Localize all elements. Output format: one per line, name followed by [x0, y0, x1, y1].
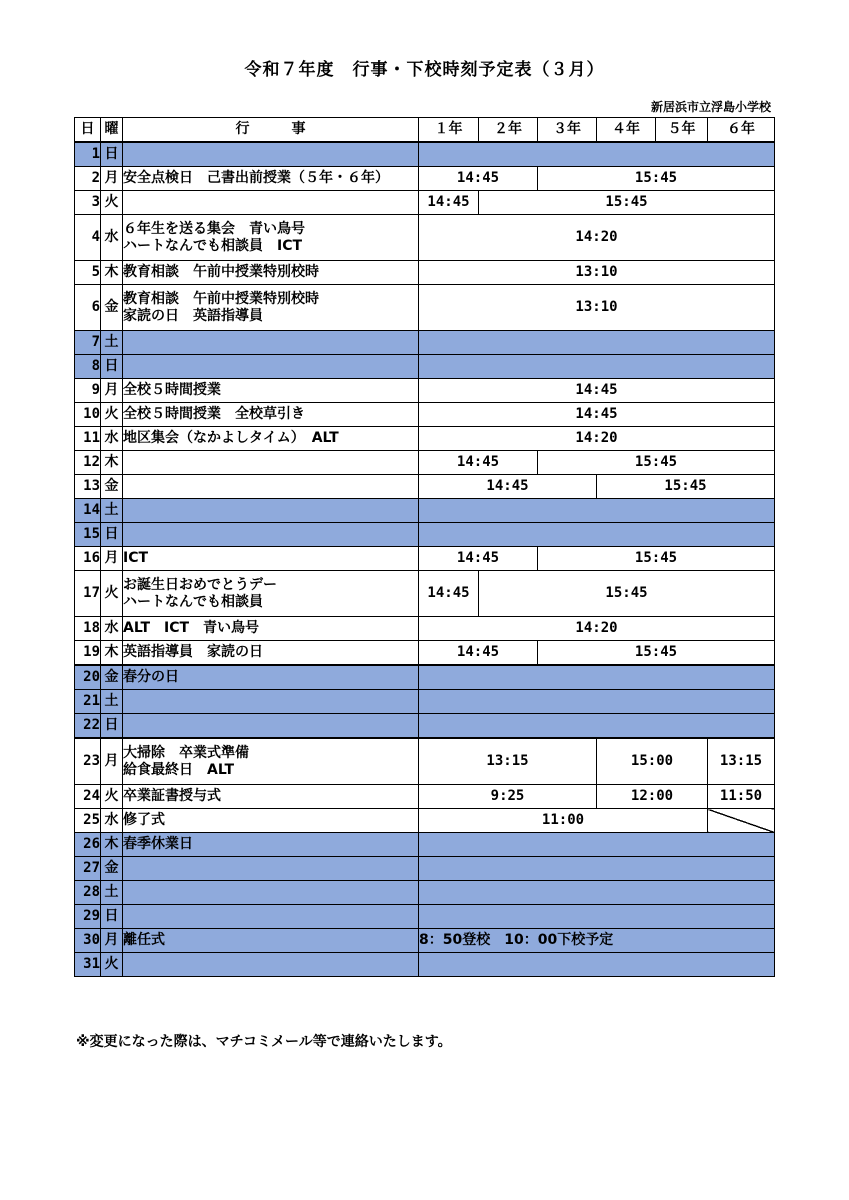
header-grade-5: ５年: [656, 118, 708, 143]
event-cell: [123, 285, 419, 331]
dismissal-time: 15:45: [538, 451, 775, 475]
event-cell: [123, 355, 419, 379]
event-line: 安全点検日 己書出前授業（５年・６年）: [123, 170, 389, 187]
day-cell: 15: [75, 523, 101, 547]
weekday-cell: 木: [101, 641, 123, 666]
event-line: 離任式: [123, 932, 165, 949]
table-row: [75, 857, 775, 881]
table-row: [75, 355, 775, 379]
day-cell: 22: [75, 714, 101, 739]
header-grade-2: ２年: [479, 118, 538, 143]
table-row: [75, 714, 775, 739]
table-row: [75, 499, 775, 523]
weekday-cell: 土: [101, 690, 123, 714]
event-line: ALT ICT 青い鳥号: [123, 620, 260, 637]
table-row: [75, 571, 775, 617]
day-cell: 24: [75, 785, 101, 809]
dismissal-time: 11:50: [708, 785, 775, 809]
day-cell: 30: [75, 929, 101, 953]
day-cell: 20: [75, 665, 101, 690]
empty-time-cell: [419, 881, 775, 905]
event-cell: [123, 617, 419, 641]
header-row: [75, 118, 775, 143]
event-line: 教育相談 午前中授業特別校時: [123, 290, 319, 307]
day-cell: 10: [75, 403, 101, 427]
event-cell: [123, 905, 419, 929]
table-row: [75, 215, 775, 261]
schedule-note: 8：50登校 10：00下校予定: [419, 929, 775, 953]
weekday-cell: 日: [101, 523, 123, 547]
table-row: [75, 738, 775, 785]
table-row: [75, 475, 775, 499]
day-cell: 29: [75, 905, 101, 929]
event-cell: [123, 881, 419, 905]
dismissal-time: 14:45: [419, 379, 775, 403]
weekday-cell: 火: [101, 953, 123, 977]
school-name: 新居浜市立浮島小学校: [650, 100, 771, 114]
dismissal-time: 14:45: [419, 167, 538, 191]
event-line: 英語指導員 家読の日: [123, 644, 263, 661]
event-cell: [123, 809, 419, 833]
table-row: [75, 523, 775, 547]
day-cell: 12: [75, 451, 101, 475]
table-row: [75, 953, 775, 977]
weekday-cell: 月: [101, 379, 123, 403]
day-cell: 18: [75, 617, 101, 641]
event-line: 地区集会（なかよしタイム） ALT: [123, 430, 339, 447]
day-cell: 5: [75, 261, 101, 285]
event-cell: [123, 451, 419, 475]
not-applicable-cell: [708, 809, 775, 833]
empty-time-cell: [419, 690, 775, 714]
weekday-cell: 水: [101, 617, 123, 641]
schedule-body: [75, 142, 775, 977]
table-row: [75, 167, 775, 191]
weekday-cell: 木: [101, 451, 123, 475]
event-line: 修了式: [123, 812, 165, 829]
table-row: [75, 285, 775, 331]
event-line: ハートなんでも相談員 ICT: [123, 237, 303, 254]
event-cell: [123, 427, 419, 451]
dismissal-time: 14:45: [419, 451, 538, 475]
event-cell: [123, 738, 419, 785]
empty-time-cell: [419, 857, 775, 881]
event-cell: [123, 379, 419, 403]
weekday-cell: 火: [101, 571, 123, 617]
event-line: 教育相談 午前中授業特別校時: [123, 264, 319, 281]
weekday-cell: 月: [101, 738, 123, 785]
weekday-cell: 土: [101, 881, 123, 905]
weekday-cell: 金: [101, 665, 123, 690]
dismissal-time: 15:45: [538, 547, 775, 571]
event-line: ６年生を送る集会 青い鳥号: [123, 220, 305, 237]
table-row: [75, 331, 775, 355]
event-cell: [123, 833, 419, 857]
dismissal-time: 14:20: [419, 215, 775, 261]
table-row: [75, 379, 775, 403]
event-cell: [123, 261, 419, 285]
event-cell: [123, 523, 419, 547]
day-cell: 23: [75, 738, 101, 785]
event-cell: [123, 499, 419, 523]
table-row: [75, 809, 775, 833]
weekday-cell: 金: [101, 857, 123, 881]
header-grade-3: ３年: [538, 118, 597, 143]
weekday-cell: 日: [101, 714, 123, 739]
day-cell: 11: [75, 427, 101, 451]
table-row: [75, 785, 775, 809]
day-cell: 2: [75, 167, 101, 191]
event-cell: [123, 475, 419, 499]
dismissal-time: 14:20: [419, 617, 775, 641]
day-cell: 25: [75, 809, 101, 833]
dismissal-time: 14:45: [419, 571, 479, 617]
dismissal-time: 14:45: [419, 191, 479, 215]
empty-time-cell: [419, 499, 775, 523]
dismissal-time: 14:20: [419, 427, 775, 451]
event-cell: [123, 641, 419, 666]
table-row: [75, 191, 775, 215]
weekday-cell: 水: [101, 427, 123, 451]
dismissal-time: 15:45: [538, 641, 775, 666]
dismissal-time: 15:45: [597, 475, 775, 499]
dismissal-time: 15:00: [597, 738, 708, 785]
table-row: [75, 690, 775, 714]
event-line: 春季休業日: [123, 836, 193, 853]
empty-time-cell: [419, 665, 775, 690]
weekday-cell: 金: [101, 475, 123, 499]
event-cell: [123, 929, 419, 953]
event-cell: [123, 571, 419, 617]
dismissal-time: 11:00: [419, 809, 708, 833]
day-cell: 3: [75, 191, 101, 215]
event-cell: [123, 785, 419, 809]
weekday-cell: 木: [101, 261, 123, 285]
dismissal-time: 14:45: [419, 475, 597, 499]
weekday-cell: 日: [101, 142, 123, 167]
table-row: [75, 403, 775, 427]
event-cell: [123, 953, 419, 977]
dismissal-time: 13:15: [419, 738, 597, 785]
table-row: [75, 833, 775, 857]
empty-time-cell: [419, 142, 775, 167]
weekday-cell: 月: [101, 547, 123, 571]
day-cell: 8: [75, 355, 101, 379]
weekday-cell: 火: [101, 403, 123, 427]
weekday-cell: 火: [101, 191, 123, 215]
event-line: 卒業証書授与式: [123, 788, 221, 805]
empty-time-cell: [419, 953, 775, 977]
table-row: [75, 427, 775, 451]
weekday-cell: 月: [101, 929, 123, 953]
weekday-cell: 水: [101, 215, 123, 261]
event-cell: [123, 215, 419, 261]
table-row: [75, 617, 775, 641]
day-cell: 21: [75, 690, 101, 714]
empty-time-cell: [419, 833, 775, 857]
footer-note: ※変更になった際は、マチコミメール等で連絡いたします。: [76, 1034, 452, 1050]
day-cell: 4: [75, 215, 101, 261]
table-row: [75, 881, 775, 905]
weekday-cell: 土: [101, 331, 123, 355]
day-cell: 27: [75, 857, 101, 881]
weekday-cell: 金: [101, 285, 123, 331]
weekday-cell: 日: [101, 355, 123, 379]
event-line: 全校５時間授業: [123, 382, 221, 399]
event-cell: [123, 714, 419, 739]
event-line: 大掃除 卒業式準備: [123, 744, 249, 761]
event-cell: [123, 167, 419, 191]
header-grade-6: ６年: [708, 118, 775, 143]
event-line: 全校５時間授業 全校草引き: [123, 406, 305, 423]
table-row: [75, 142, 775, 167]
table-row: [75, 547, 775, 571]
event-cell: [123, 142, 419, 167]
day-cell: 17: [75, 571, 101, 617]
dismissal-time: 14:45: [419, 403, 775, 427]
table-row: [75, 929, 775, 953]
dismissal-time: 13:10: [419, 261, 775, 285]
table-row: [75, 641, 775, 666]
page-title: 令和７年度 行事・下校時刻予定表（３月）: [244, 60, 605, 80]
table-row: [75, 451, 775, 475]
dismissal-time: 15:45: [538, 167, 775, 191]
event-line: 春分の日: [123, 669, 179, 686]
weekday-cell: 月: [101, 167, 123, 191]
day-cell: 1: [75, 142, 101, 167]
event-cell: [123, 403, 419, 427]
day-cell: 14: [75, 499, 101, 523]
dismissal-time: 14:45: [419, 641, 538, 666]
event-cell: [123, 547, 419, 571]
day-cell: 28: [75, 881, 101, 905]
empty-time-cell: [419, 355, 775, 379]
table-row: [75, 261, 775, 285]
event-line: ハートなんでも相談員: [123, 593, 263, 610]
event-line: 給食最終日 ALT: [123, 761, 234, 778]
event-line: 家読の日 英語指導員: [123, 307, 263, 324]
schedule-table: [74, 117, 775, 977]
day-cell: 19: [75, 641, 101, 666]
day-cell: 26: [75, 833, 101, 857]
dismissal-time: 9:25: [419, 785, 597, 809]
empty-time-cell: [419, 331, 775, 355]
empty-time-cell: [419, 714, 775, 739]
weekday-cell: 火: [101, 785, 123, 809]
event-cell: [123, 331, 419, 355]
day-cell: 16: [75, 547, 101, 571]
day-cell: 31: [75, 953, 101, 977]
dismissal-time: 14:45: [419, 547, 538, 571]
header-grade-1: １年: [419, 118, 479, 143]
dismissal-time: 13:15: [708, 738, 775, 785]
event-line: お誕生日おめでとうデー: [123, 576, 277, 593]
weekday-cell: 木: [101, 833, 123, 857]
event-cell: [123, 665, 419, 690]
day-cell: 6: [75, 285, 101, 331]
event-cell: [123, 690, 419, 714]
event-line: ICT: [123, 550, 149, 567]
table-row: [75, 905, 775, 929]
dismissal-time: 15:45: [479, 191, 775, 215]
header-dow: 曜: [101, 118, 123, 143]
event-cell: [123, 857, 419, 881]
dismissal-time: 12:00: [597, 785, 708, 809]
event-cell: [123, 191, 419, 215]
weekday-cell: 日: [101, 905, 123, 929]
header-grade-4: ４年: [597, 118, 656, 143]
weekday-cell: 土: [101, 499, 123, 523]
day-cell: 7: [75, 331, 101, 355]
dismissal-time: 15:45: [479, 571, 775, 617]
dismissal-time: 13:10: [419, 285, 775, 331]
day-cell: 13: [75, 475, 101, 499]
table-row: [75, 665, 775, 690]
weekday-cell: 水: [101, 809, 123, 833]
header-day: 日: [75, 118, 101, 143]
day-cell: 9: [75, 379, 101, 403]
header-event: 行 事: [123, 118, 419, 143]
empty-time-cell: [419, 523, 775, 547]
empty-time-cell: [419, 905, 775, 929]
